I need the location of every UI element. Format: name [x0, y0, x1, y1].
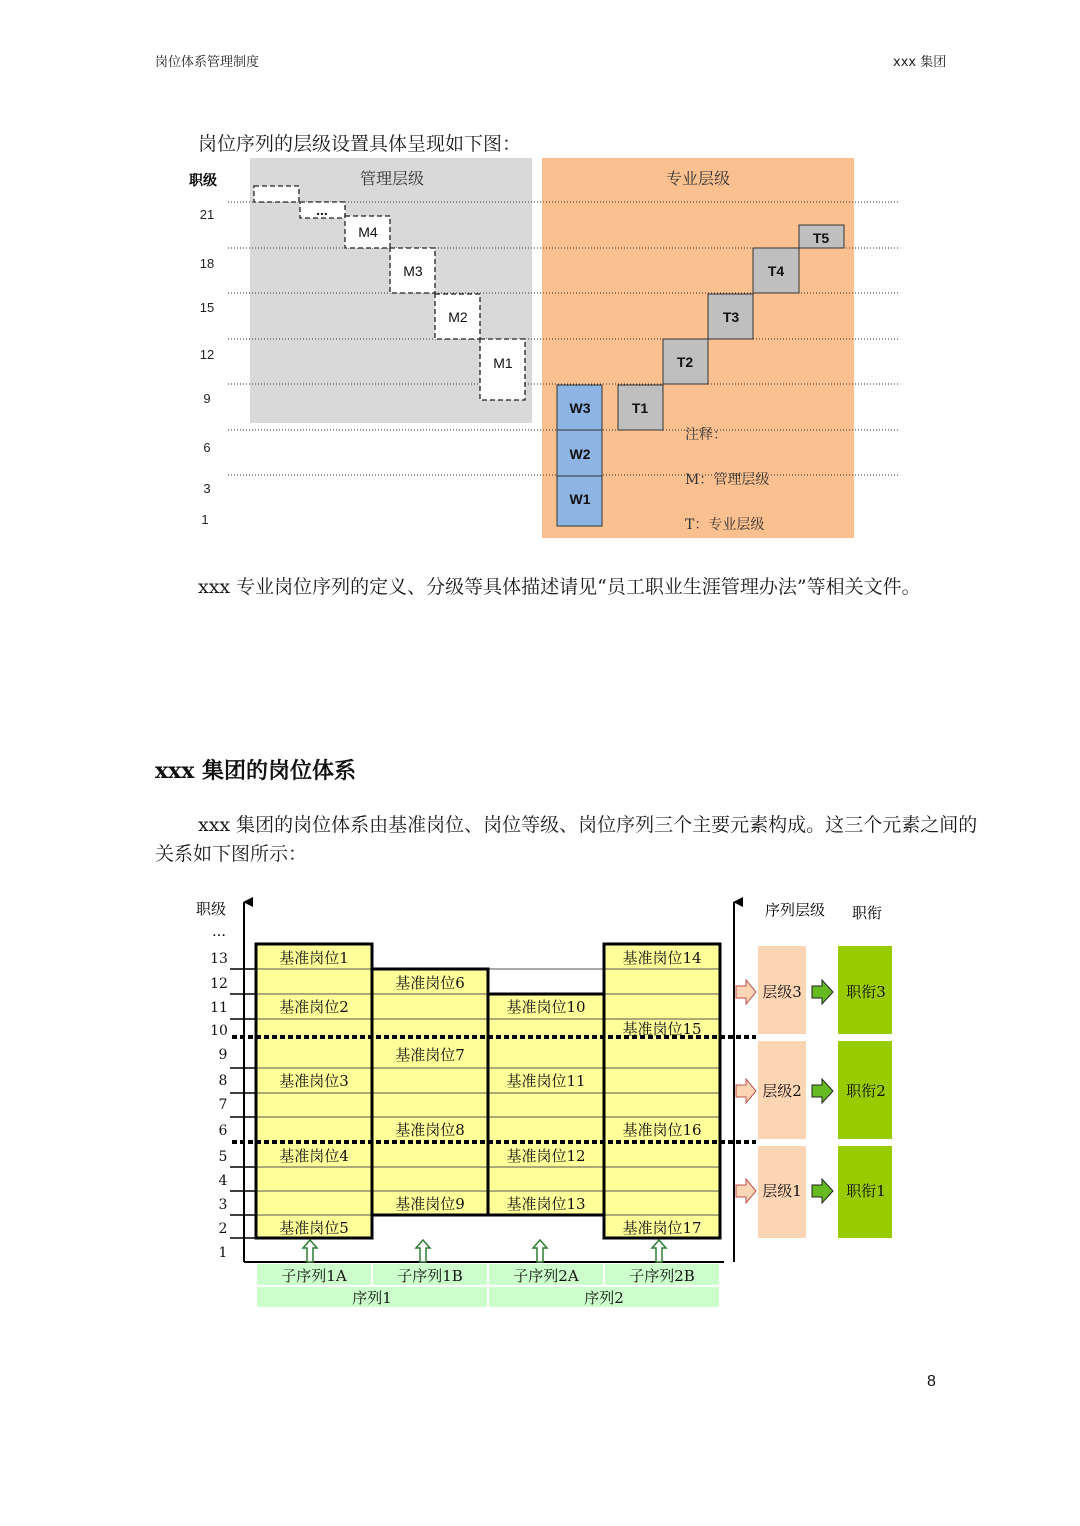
- header-left: 岗位体系管理制度: [155, 55, 260, 70]
- up-arrow-icon: [303, 1240, 317, 1262]
- seq-label: 序列2: [584, 1289, 624, 1307]
- level-structure-figure: [0, 150, 1080, 545]
- t-label-t2: T2: [676, 354, 694, 370]
- up-arrow-icon: [652, 1240, 666, 1262]
- benchmark-position: 基准岗位12: [506, 1147, 586, 1165]
- benchmark-position: 基准岗位5: [279, 1219, 349, 1237]
- benchmark-position: 基准岗位17: [622, 1219, 702, 1237]
- level-label: 13: [210, 951, 228, 967]
- note-title: 注释：: [685, 427, 727, 443]
- mgmt-label-m2: M2: [448, 309, 468, 325]
- level-label: 5: [218, 1149, 228, 1165]
- t-label-t5: T5: [812, 230, 830, 246]
- subseq-label: 子序列2B: [629, 1267, 695, 1285]
- tick-label: 18: [199, 256, 215, 271]
- benchmark-position: 基准岗位15: [622, 1020, 702, 1038]
- fig2-axis-title: 职级: [195, 900, 227, 918]
- intro-line: 岗位序列的层级设置具体呈现如下图：: [198, 133, 522, 155]
- column-1: [256, 944, 372, 1238]
- subseq-label: 子序列1A: [281, 1267, 347, 1285]
- right-arrow-icon: [812, 1079, 833, 1103]
- tier-label: 层级1: [762, 1182, 802, 1200]
- benchmark-position: 基准岗位7: [395, 1046, 465, 1064]
- level-label: 4: [218, 1173, 228, 1189]
- tick-label: 21: [199, 207, 215, 222]
- level-label: 12: [210, 976, 228, 992]
- level-label: 7: [218, 1097, 228, 1113]
- mgmt-box-top: [254, 186, 299, 202]
- tick-label: 15: [199, 300, 215, 315]
- benchmark-position: 基准岗位4: [279, 1147, 349, 1165]
- page-number: 8: [927, 1373, 936, 1390]
- benchmark-position: 基准岗位9: [395, 1195, 465, 1213]
- subseq-label: 子序列1B: [397, 1267, 463, 1285]
- tier-label: 层级2: [762, 1082, 802, 1100]
- tick-label: 6: [203, 440, 211, 455]
- benchmark-position: 基准岗位13: [506, 1195, 586, 1213]
- benchmark-position: 基准岗位14: [622, 949, 702, 967]
- benchmark-position: 基准岗位2: [279, 998, 349, 1016]
- note-m: M：管理层级: [685, 472, 770, 488]
- column-4: [604, 944, 720, 1238]
- mgmt-label-ellipsis: ...: [316, 202, 328, 218]
- rank-title: 职衔: [851, 904, 883, 922]
- w-label-w1: W1: [569, 491, 591, 507]
- seq-level-title: 序列层级: [764, 901, 826, 919]
- w-label-w3: W3: [569, 400, 591, 416]
- paragraph-1: xxx 专业岗位序列的定义、分级等具体描述请见“员工职业生涯管理办法”等相关文件。: [198, 576, 921, 598]
- level-label: 10: [210, 1023, 228, 1039]
- up-arrow-icon: [416, 1240, 430, 1262]
- prof-title: 专业层级: [665, 169, 731, 188]
- tick-label: 3: [203, 481, 211, 496]
- up-arrow-icon: [533, 1240, 547, 1262]
- right-arrow-icon: [736, 1179, 756, 1203]
- mgmt-label-m4: M4: [358, 224, 378, 240]
- paragraph-2: xxx 集团的岗位体系由基准岗位、岗位等级、岗位序列三个主要元素构成。这三个元素之间的关系如下图所示：: [155, 814, 978, 865]
- tick-label: 1: [201, 512, 209, 527]
- benchmark-position: 基准岗位1: [279, 949, 349, 967]
- rank-label: 职衔1: [846, 1182, 886, 1200]
- column-2: [372, 969, 488, 1215]
- right-arrow-icon: [736, 980, 756, 1004]
- right-arrow-icon: [736, 1079, 756, 1103]
- header-right: xxx 集团: [893, 55, 947, 70]
- position-system-figure: [0, 890, 1080, 1320]
- benchmark-position: 基准岗位8: [395, 1121, 465, 1139]
- w-label-w2: W2: [569, 446, 591, 462]
- level-label: 6: [218, 1123, 228, 1139]
- level-label: 11: [210, 1000, 228, 1016]
- right-arrow-icon: [812, 1179, 833, 1203]
- mgmt-title: 管理层级: [359, 169, 425, 188]
- t-label-t1: T1: [631, 400, 649, 416]
- level-label: 9: [218, 1047, 228, 1063]
- level-label: 8: [218, 1073, 228, 1089]
- rank-label: 职衔3: [846, 983, 886, 1001]
- tick-label: 12: [199, 347, 215, 362]
- fig1-axis-title: 职级: [189, 173, 217, 189]
- benchmark-position: 基准岗位16: [622, 1121, 702, 1139]
- benchmark-position: 基准岗位6: [395, 974, 465, 992]
- t-label-t3: T3: [722, 309, 740, 325]
- right-arrow-icon: [812, 980, 833, 1004]
- benchmark-position: 基准岗位10: [506, 998, 586, 1016]
- mgmt-label-m3: M3: [403, 263, 423, 279]
- rank-label: 职衔2: [846, 1082, 886, 1100]
- seq-label: 序列1: [352, 1289, 392, 1307]
- subseq-label: 子序列2A: [513, 1267, 579, 1285]
- column-3: [488, 994, 604, 1215]
- level-label: 1: [218, 1245, 228, 1261]
- note-t: T：专业层级: [685, 517, 765, 533]
- benchmark-position: 基准岗位3: [279, 1072, 349, 1090]
- mgmt-label-m1: M1: [493, 355, 513, 371]
- fig2-ellipsis: …: [212, 924, 226, 940]
- benchmark-position: 基准岗位11: [506, 1072, 586, 1090]
- level-label: 2: [218, 1221, 228, 1237]
- level-label: 3: [218, 1197, 228, 1213]
- tier-label: 层级3: [762, 983, 802, 1001]
- t-label-t4: T4: [767, 263, 785, 279]
- section-title: xxx 集团的岗位体系: [155, 758, 357, 784]
- tick-label: 9: [203, 391, 211, 406]
